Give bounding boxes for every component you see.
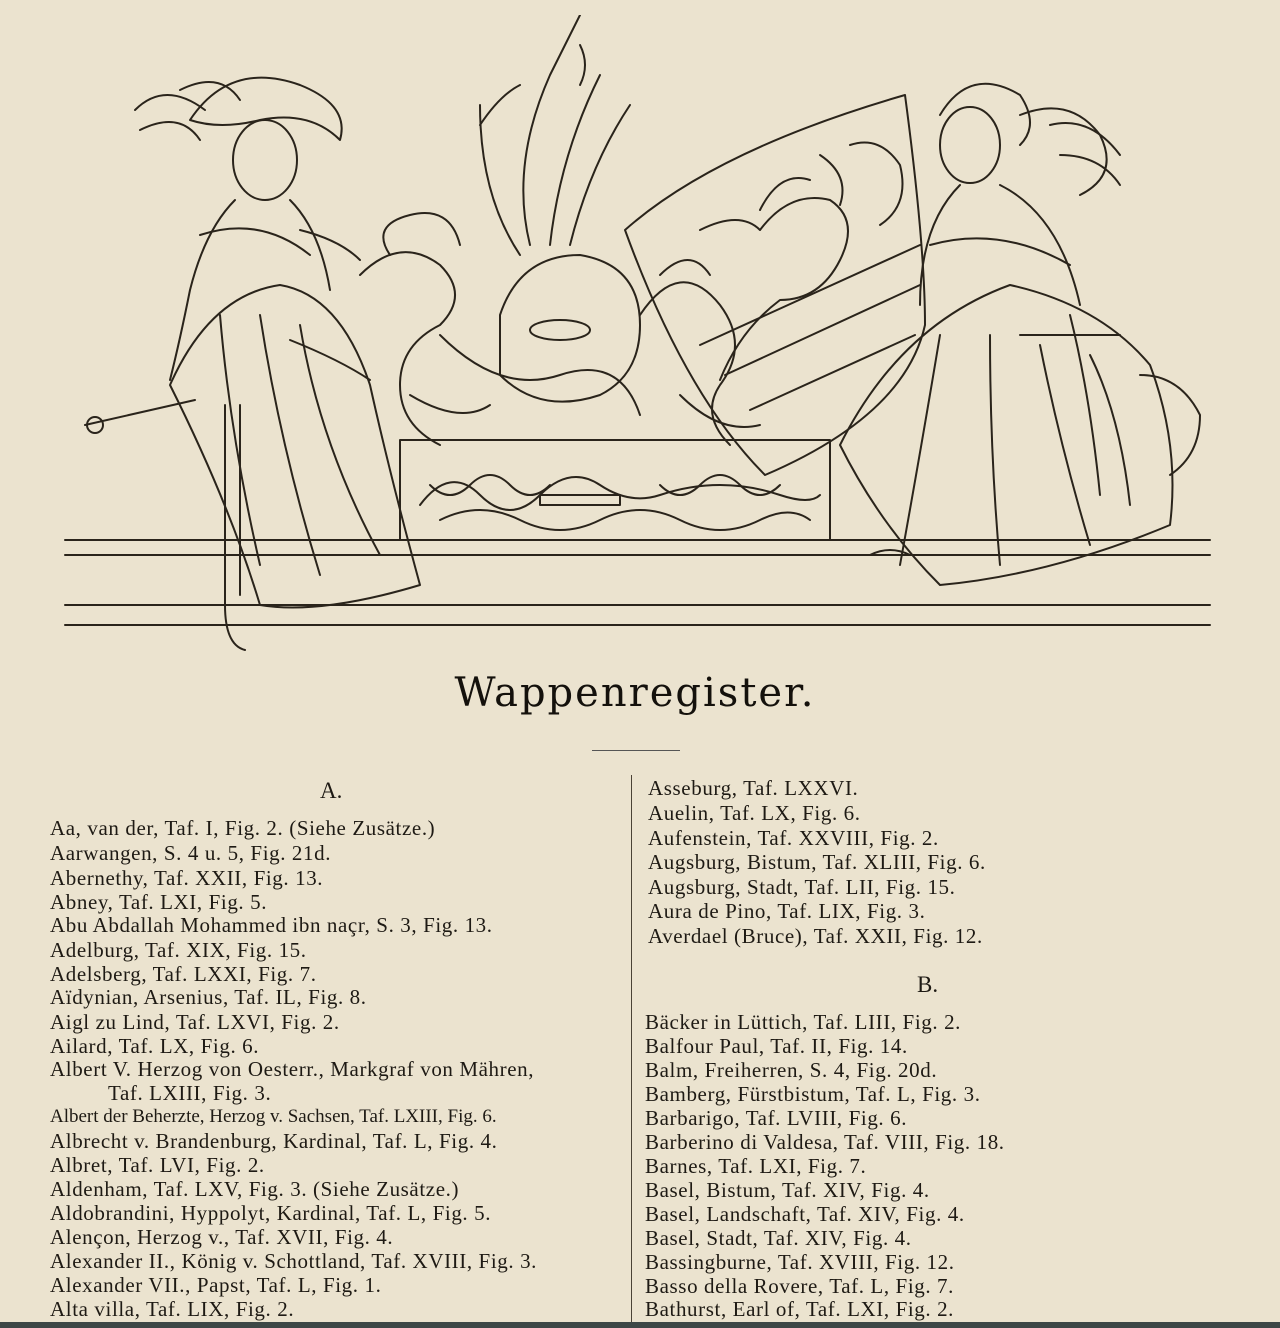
title-divider [592,750,680,751]
register-entry: Aldenham, Taf. LXV, Fig. 3. (Siehe Zusätze.) [50,1177,460,1201]
register-entry: Albert V. Herzog von Oesterr., Markgraf von Mähren, [50,1057,535,1081]
register-entry: Aigl zu Lind, Taf. LXVI, Fig. 2. [50,1010,340,1034]
register-entry: Bathurst, Earl of, Taf. LXI, Fig. 2. [645,1297,955,1321]
register-entry: Averdael (Bruce), Taf. XXII, Fig. 12. [648,924,983,948]
section-heading-a: A. [320,778,343,803]
bottom-border [0,1322,1280,1328]
register-entry: Alta villa, Taf. LIX, Fig. 2. [50,1297,295,1321]
register-entry: Bassingburne, Taf. XVIII, Fig. 12. [645,1250,955,1274]
register-entry: Albret, Taf. LVI, Fig. 2. [50,1153,265,1177]
register-entry: Basel, Stadt, Taf. XIV, Fig. 4. [645,1226,912,1250]
register-entry: Augsburg, Bistum, Taf. XLIII, Fig. 6. [648,850,986,874]
register-entry: Aldobrandini, Hyppolyt, Kardinal, Taf. L, Fig. 5. [50,1201,492,1225]
register-entry: Asseburg, Taf. LXXVI. [648,776,859,800]
register-entry: Auelin, Taf. LX, Fig. 6. [648,801,861,825]
register-entry: Basel, Landschaft, Taf. XIV, Fig. 4. [645,1202,965,1226]
column-divider [631,775,632,1322]
register-entry: Abu Abdallah Mohammed ibn naçr, S. 3, Fig. 13. [50,913,493,937]
register-entry: Ailard, Taf. LX, Fig. 6. [50,1034,260,1058]
register-entry: Augsburg, Stadt, Taf. LII, Fig. 15. [648,875,956,899]
register-entry: Bamberg, Fürstbistum, Taf. L, Fig. 3. [645,1082,981,1106]
register-entry: Alençon, Herzog v., Taf. XVII, Fig. 4. [50,1225,394,1249]
heraldic-illustration [60,15,1225,675]
register-entry: Barnes, Taf. LXI, Fig. 7. [645,1154,867,1178]
register-entry: Aura de Pino, Taf. LIX, Fig. 3. [648,899,926,923]
register-entry: Aufenstein, Taf. XXVIII, Fig. 2. [648,826,939,850]
register-entry: Basel, Bistum, Taf. XIV, Fig. 4. [645,1178,930,1202]
register-entry: Albert der Beherzte, Herzog v. Sachsen, Taf. LXIII, Fig. 6. [50,1106,497,1127]
register-entry: Alexander VII., Papst, Taf. L, Fig. 1. [50,1273,382,1297]
register-entry: Albrecht v. Brandenburg, Kardinal, Taf. L, Fig. 4. [50,1129,498,1153]
register-entry-continuation: Taf. LXIII, Fig. 3. [108,1081,272,1105]
register-entry: Adelburg, Taf. XIX, Fig. 15. [50,938,307,962]
page-title: Wappenregister. [454,670,816,716]
register-entry: Aïdynian, Arsenius, Taf. IL, Fig. 8. [50,985,367,1009]
register-entry: Barberino di Valdesa, Taf. VIII, Fig. 18. [645,1130,1005,1154]
register-entry: Abney, Taf. LXI, Fig. 5. [50,890,268,914]
register-entry: Adelsberg, Taf. LXXI, Fig. 7. [50,962,317,986]
register-entry: Aa, van der, Taf. I, Fig. 2. (Siehe Zusätze.) [50,816,436,840]
register-entry: Bäcker in Lüttich, Taf. LIII, Fig. 2. [645,1010,962,1034]
register-entry: Alexander II., König v. Schottland, Taf. XVIII, Fig. 3. [50,1249,538,1273]
register-entry: Barbarigo, Taf. LVIII, Fig. 6. [645,1106,908,1130]
register-entry: Balfour Paul, Taf. II, Fig. 14. [645,1034,908,1058]
register-entry: Basso della Rovere, Taf. L, Fig. 7. [645,1274,955,1298]
section-heading-b: B. [917,972,939,997]
register-entry: Balm, Freiherren, S. 4, Fig. 20d. [645,1058,938,1082]
register-entry: Aarwangen, S. 4 u. 5, Fig. 21d. [50,841,332,865]
register-entry: Abernethy, Taf. XXII, Fig. 13. [50,866,324,890]
